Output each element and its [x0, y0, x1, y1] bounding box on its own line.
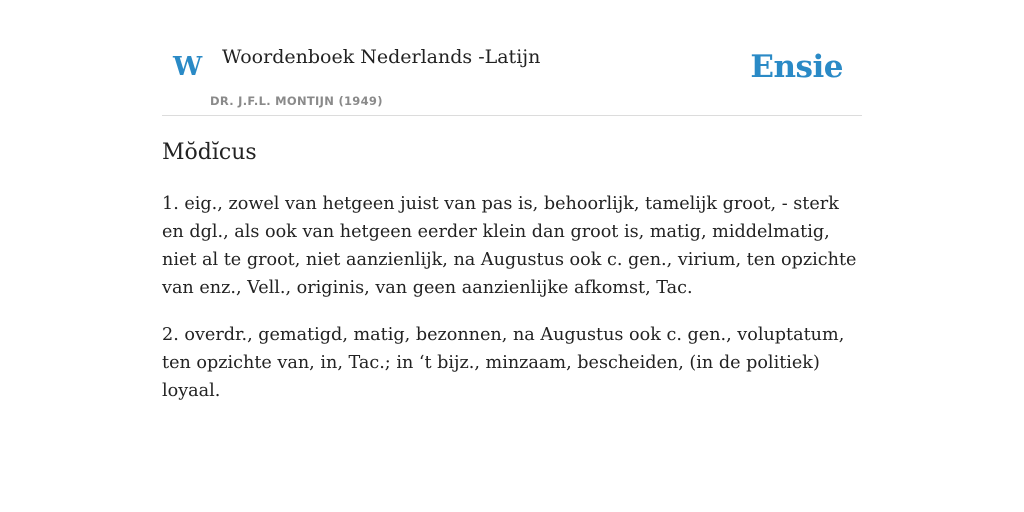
definition-paragraph-1: 1. eig., zowel van hetgeen juist van pas is, behoorlijk, tamelijk groot, - sterk en dgl., als ook van hetgeen eerder klein dan groot is, matig, middelmatig, niet al te groot, niet aanzienlijk, na Augustus ook c. gen., virium, ten opzichte van enz., Vell., originis, van geen aanzienlijke afkomst, Tac. — [162, 194, 857, 299]
entry-header — [162, 38, 862, 116]
dictionary-entry-card — [162, 38, 862, 405]
entry-title: Mŏdĭcus — [162, 140, 257, 165]
entry-definition — [162, 190, 862, 405]
dictionary-author: DR. J.F.L. MONTIJN (1949) — [210, 94, 383, 108]
ensie-brand-link[interactable]: Ensie — [750, 49, 843, 85]
dictionary-logo-icon[interactable]: W — [173, 52, 203, 82]
definition-paragraph-2: 2. overdr., gematigd, matig, bezonnen, na Augustus ook c. gen., voluptatum, ten opzichte van, in, Tac.; in ‘t bijz., minzaam, bescheiden, (in de politiek) loyaal. — [162, 325, 845, 402]
dictionary-title-link[interactable]: Woordenboek Nederlands -Latijn — [222, 46, 541, 68]
